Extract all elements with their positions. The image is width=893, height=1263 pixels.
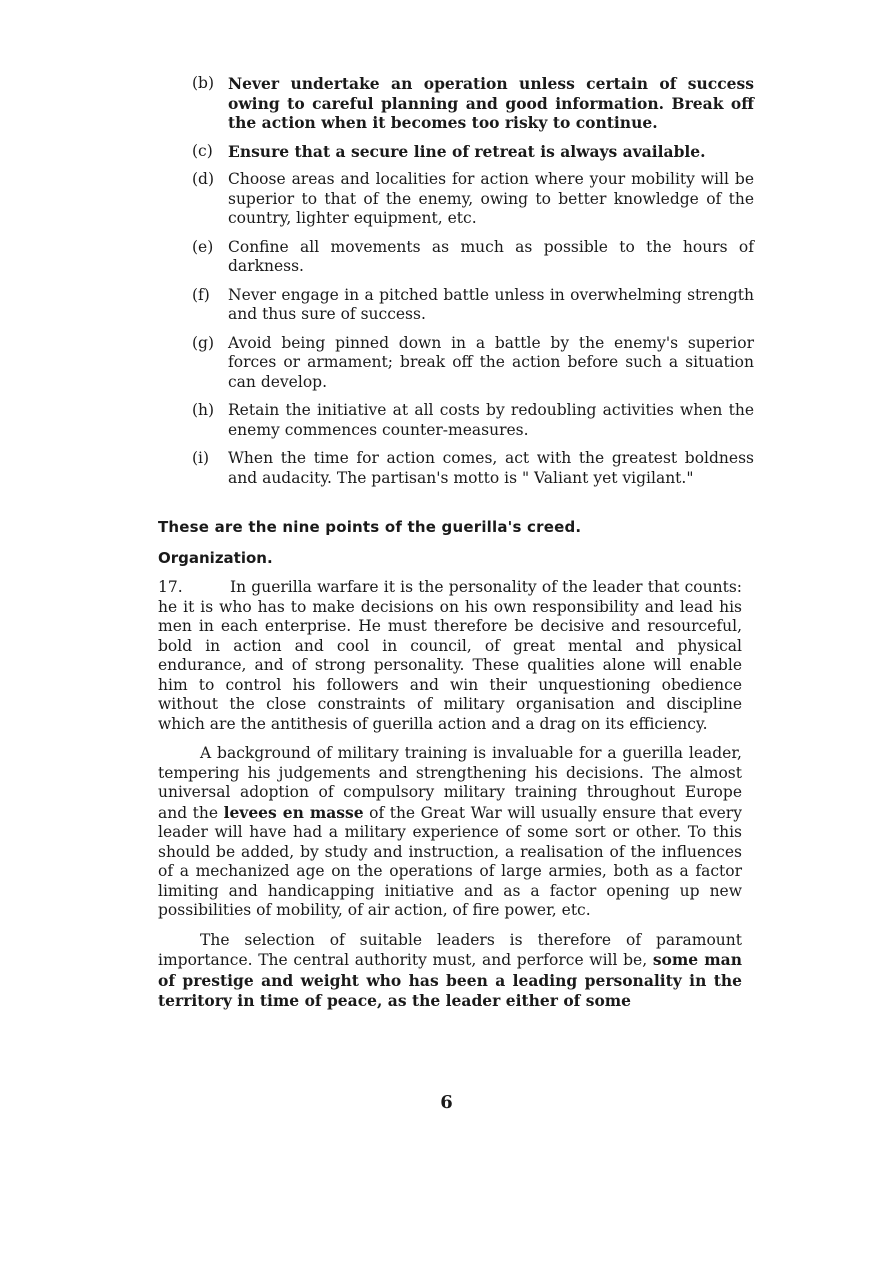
item-text: Avoid being pinned down in a battle by the enemy's superior forces or armament; break off the action before such a situation can develop.: [228, 333, 754, 391]
paragraph: [158, 744, 742, 921]
list-item: [192, 286, 754, 325]
paragraph-text: A background of military training is invaluable for a guerilla leader, tempering his judgements and strengthening his decisions. The almost universal adoption of compulsory military training throughout Europe and the: [158, 744, 742, 822]
item-label: (h): [192, 401, 215, 419]
paragraph-text: of the Great War will usually ensure that every leader will have had a military experience of some sort or other. To this should be added, by study and instruction, a realisation of the influences of a mechanized age on the operations of large armies, both as a factor limiting and handicapping initiative and as a factor opening up new possibilities of mobility, of air action, of fire power, etc.: [158, 803, 742, 919]
section-heading: Organization.: [158, 549, 273, 567]
creed-list: [192, 74, 754, 497]
item-label: (d): [192, 170, 215, 188]
item-text: Never undertake an operation unless certain of success owing to careful planning and good information. Break off the action when it becomes too risky to continue.: [228, 74, 754, 132]
list-item: [192, 74, 754, 133]
list-item: [192, 142, 754, 162]
item-label: (i): [192, 449, 210, 467]
list-item: [192, 449, 754, 488]
list-item: [192, 401, 754, 440]
item-label: (b): [192, 74, 215, 92]
item-text: Ensure that a secure line of retreat is always available.: [228, 141, 706, 161]
creed-summary: These are the nine points of the guerilla's creed.: [158, 518, 582, 536]
item-text: When the time for action comes, act with the greatest boldness and audacity. The partisan's motto is " Valiant yet vigilant.": [228, 449, 754, 487]
item-label: (f): [192, 285, 210, 304]
paragraph-number: 17.: [158, 578, 183, 596]
list-item: [192, 170, 754, 229]
item-label: (g): [192, 333, 215, 352]
emphasis-text: levees en masse: [223, 802, 364, 822]
item-text: Choose areas and localities for action where your mobility will be superior to that of the enemy, owing to better knowledge of the country, lighter equipment, etc.: [228, 170, 754, 227]
paragraph-text: The selection of suitable leaders is therefore of paramount importance. The central authority must, and perforce will be,: [158, 930, 742, 969]
item-text: Retain the initiative at all costs by redoubling activities when the enemy commences counter-measures.: [228, 401, 754, 439]
item-text: Never engage in a pitched battle unless in overwhelming strength and thus sure of success.: [228, 285, 754, 323]
item-label: (e): [192, 237, 214, 256]
paragraph-text: In guerilla warfare it is the personality of the leader that counts: he it is who has to make decisions on his own responsibility and lead his men in each enterprise. He must therefore be decisive and resourceful, bold in action and cool in council, of great mental and physical endurance, and of strong personality. These qualities alone will enable him to control his followers and win their unquestioning obedience without the close constraints of military organisation and discipline which are the antithesis of guerilla action and a drag on its efficiency.: [158, 578, 742, 733]
list-item: [192, 238, 754, 277]
page-number: 6: [440, 1092, 453, 1113]
paragraph: [158, 578, 742, 734]
emphasis-text: some man of prestige and weight who has been a leading personality in the territory in time of peace, as the leader either of some: [158, 950, 742, 1010]
item-label: (c): [192, 141, 213, 160]
list-item: [192, 334, 754, 393]
paragraph: [158, 931, 742, 1012]
item-text: Confine all movements as much as possible to the hours of darkness.: [228, 237, 754, 275]
body-text: [158, 578, 742, 1022]
